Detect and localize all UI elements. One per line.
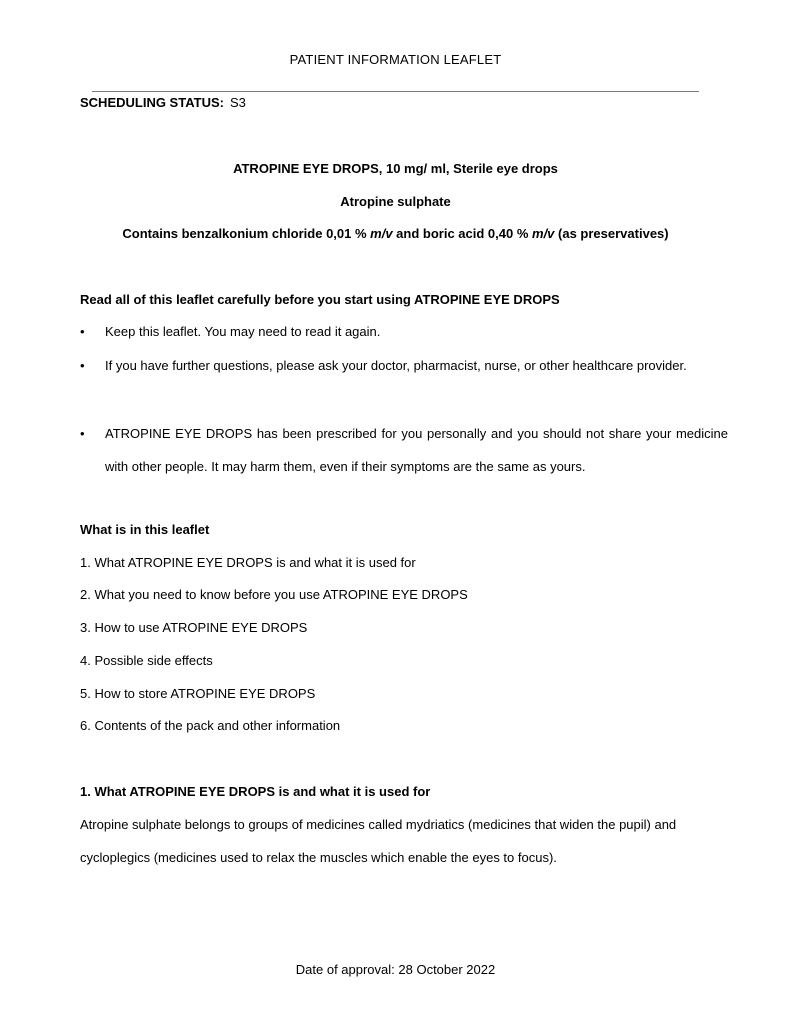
contents-item: 6. Contents of the pack and other information [80,718,341,733]
header-divider [92,91,699,92]
intro-bullet-text: ATROPINE EYE DROPS has been prescribed for you personally and you should not share your medicine with other people. It may harm them, even if their symptoms are the same as yours. [105,426,728,474]
section-1-text-line: cycloplegics (medicines used to relax the muscles which enable the eyes to focus). [80,850,557,865]
contents-item: 2. What you need to know before you use ATROPINE EYE DROPS [80,587,468,602]
preservatives-mid: and boric acid 0,40 % [392,226,533,241]
scheduling-status [80,95,246,110]
intro-bullet-text: Keep this leaflet. You may need to read it again. [105,324,381,339]
approval-date: Date of approval: 28 October 2022 [295,962,496,977]
bullet-dot-icon: • [80,426,85,441]
contents-heading: What is in this leaflet [80,522,210,537]
intro-bullet-text: If you have further questions, please ask your doctor, pharmacist, nurse, or other healthcare provider. [105,358,687,373]
section-1-heading: 1. What ATROPINE EYE DROPS is and what it is used for [80,784,431,799]
contents-item: 5. How to store ATROPINE EYE DROPS [80,686,316,701]
intro-heading: Read all of this leaflet carefully before you start using ATROPINE EYE DROPS [80,292,560,307]
product-name: ATROPINE EYE DROPS, 10 mg/ ml, Sterile eye drops [233,161,558,176]
section-1-text-line: Atropine sulphate belongs to groups of medicines called mydriatics (medicines that widen the pupil) and [80,817,677,832]
contents-item: 3. How to use ATROPINE EYE DROPS [80,620,308,635]
scheduling-status-value: S3 [229,95,246,110]
contents-item: 4. Possible side effects [80,653,213,668]
contents-item: 1. What ATROPINE EYE DROPS is and what it is used for [80,555,416,570]
preservatives-unit-1: m/v [370,226,393,241]
active-ingredient: Atropine sulphate [340,194,451,209]
page-header-title: PATIENT INFORMATION LEAFLET [289,52,502,67]
scheduling-status-label: SCHEDULING STATUS: [80,95,224,110]
bullet-dot-icon: • [80,358,85,373]
bullet-dot-icon: • [80,324,85,339]
preservatives-line [0,226,791,241]
preservatives-suffix: (as preservatives) [554,226,669,241]
preservatives-prefix: Contains benzalkonium chloride 0,01 % [122,226,371,241]
preservatives-unit-2: m/v [532,226,555,241]
